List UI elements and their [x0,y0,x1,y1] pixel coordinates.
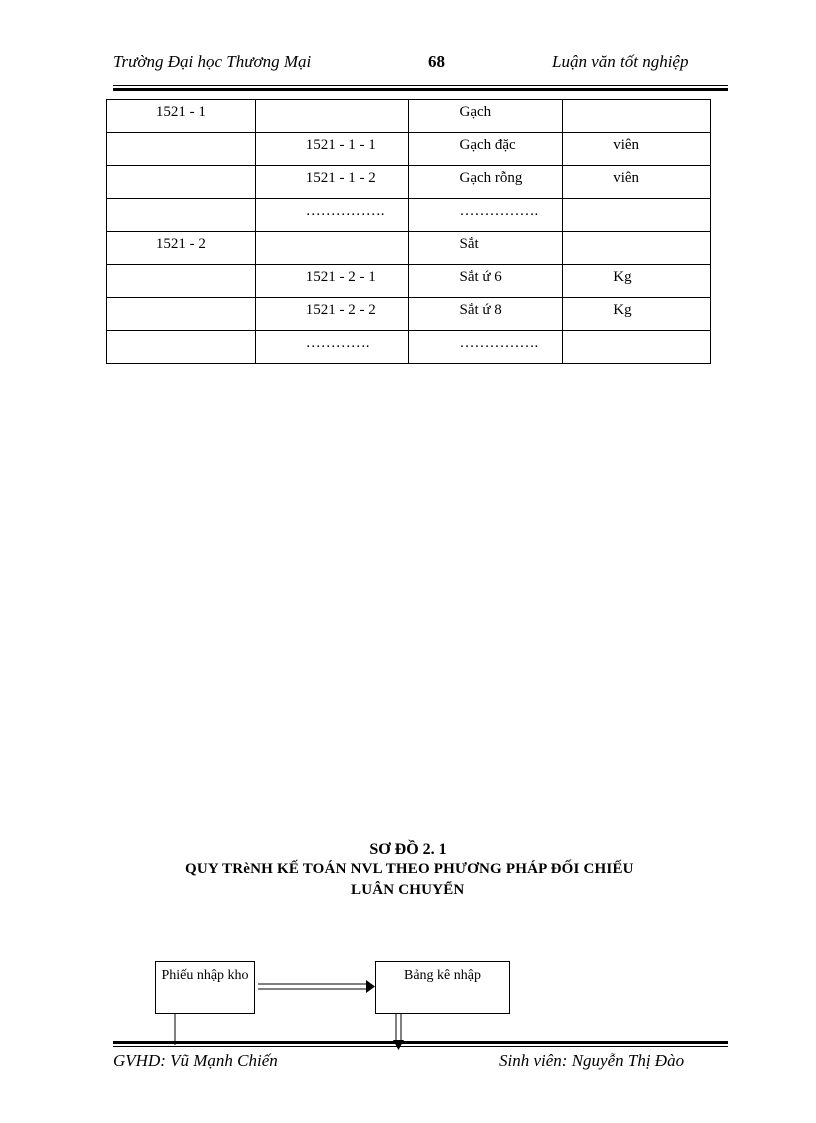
cell-material-name: ……………. [409,331,563,364]
arrow-receipt-to-list [258,980,375,993]
footer-advisor: GVHD: Vũ Mạnh Chiến [113,1051,278,1070]
header-doc-type: Luận văn tốt nghiệp [552,52,689,71]
page-number: 68 [428,52,445,71]
cell-sub-account-code: 1521 - 2 - 2 [255,298,409,331]
cell-unit: viên [563,133,711,166]
cell-material-name: Sắt [409,232,563,265]
cell-unit: Kg [563,265,711,298]
cell-sub-account-code: 1521 - 1 - 1 [255,133,409,166]
cell-material-name: ……………. [409,199,563,232]
cell-material-name: Gạch [409,100,563,133]
cell-account-code: 1521 - 1 [107,100,256,133]
diagram-subtitle-line1: QUY TRèNH KẾ TOÁN NVL THEO PHƯƠNG PHÁP ĐỐI CHIẾU [185,861,634,877]
cell-material-name: Gạch đặc [409,133,563,166]
cell-material-name: Gạch rỗng [409,166,563,199]
box-receipt-label: Phiếu nhập kho [161,968,249,983]
box-receipt-voucher [155,961,255,1014]
box-receipt-list [375,961,510,1014]
cell-sub-account-code: …………. [255,331,409,364]
diagram-subtitle-line2: LUÂN CHUYỂN [351,882,465,898]
cell-sub-account-code: ……………. [255,199,409,232]
cell-unit: viên [563,166,711,199]
cell-account-code: 1521 - 2 [107,232,256,265]
header-school: Trường Đại học Thương Mại [113,52,312,71]
cell-unit: Kg [563,298,711,331]
cell-sub-account-code: 1521 - 1 - 2 [255,166,409,199]
diagram-title: SƠ ĐỒ 2. 1 [369,841,447,858]
cell-material-name: Sắt ứ 8 [409,298,563,331]
cell-material-name: Sắt ứ 6 [409,265,563,298]
arrow-list-down [393,1014,404,1050]
footer-rule-thick [113,1041,728,1044]
box-list-label: Bảng kê nhập [404,968,481,983]
footer-student: Sinh viên: Nguyễn Thị Đào [499,1051,685,1070]
cell-sub-account-code: 1521 - 2 - 1 [255,265,409,298]
footer-rule-thin [113,1046,728,1047]
